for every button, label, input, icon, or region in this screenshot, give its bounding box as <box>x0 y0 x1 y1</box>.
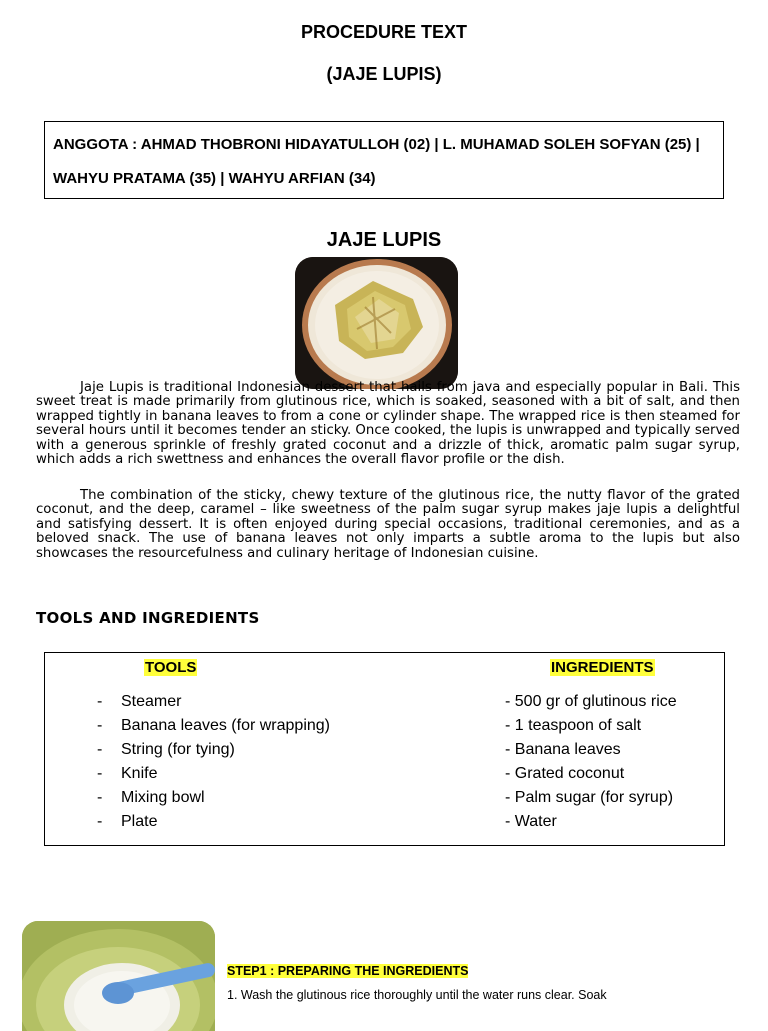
ingredient-item: - 500 gr of glutinous rice <box>505 693 677 710</box>
step1-text: 1. Wash the glutinous rice thoroughly until the water runs clear. Soak <box>227 988 607 1002</box>
ingredients-list <box>505 690 677 834</box>
description-paragraph-1: Jaje Lupis is traditional Indonesian dessert that hails from java and especially popular in Bali. This sweet treat is made primarily from glutinous rice, which is soaked, seasoned with a bit of salt, and then wrapped tightly in banana leaves to from a cone or cylinder shape. The wrapped rice is then steamed for several hours until it becomes tender an sticky. Once cooked, the lupis is unwrapped and typically served with a generous sprinkle of freshly grated coconut and a drizzle of thick, aromatic palm sugar syrup, which adds a rich swettness and enhances the overall flavor profile or the dish. <box>36 380 740 468</box>
tool-item: - String (for tying) <box>97 741 235 758</box>
rice-bowl-photo <box>22 921 215 1031</box>
tools-ingredients-heading: TOOLS AND INGREDIENTS <box>36 609 260 627</box>
tools-list <box>97 690 330 834</box>
ingredient-item: - Banana leaves <box>505 741 621 758</box>
tool-item: - Knife <box>97 765 158 782</box>
ingredient-item: - Water <box>505 813 557 830</box>
tool-item: - Banana leaves (for wrapping) <box>97 717 331 734</box>
members-box <box>44 121 724 199</box>
tools-ingredients-box <box>44 652 725 846</box>
dish-title: JAJE LUPIS <box>326 229 442 251</box>
tools-heading: TOOLS <box>145 659 197 676</box>
page-title: PROCEDURE TEXT <box>300 22 468 42</box>
members-line-1: ANGGOTA : AHMAD THOBRONI HIDAYATULLOH (02) | L. MUHAMAD SOLEH SOFYAN (25) | <box>53 136 700 153</box>
jaje-lupis-photo <box>295 257 458 389</box>
description-paragraph-2: The combination of the sticky, chewy texture of the glutinous rice, the nutty flavor of the grated coconut, and the deep, caramel – like sweetness of the palm sugar syrup makes jaje lupis a delightful and satisfying dessert. It is often enjoyed during special occasions, traditional ceremonies, and as a beloved snack. The use of banana leaves not only imparts a subtle aroma to the lupis but also showcases the resourcefulness and culinary heritage of Indonesian cuisine. <box>36 488 740 561</box>
ingredients-heading: INGREDIENTS <box>551 659 654 676</box>
tool-item: - Plate <box>97 813 158 830</box>
page-subtitle: (JAJE LUPIS) <box>326 64 442 84</box>
rice-bowl-icon <box>22 921 215 1031</box>
tool-item: - Steamer <box>97 693 182 710</box>
plate-icon <box>295 257 458 389</box>
members-line-2: WAHYU PRATAMA (35) | WAHYU ARFIAN (34) <box>53 170 376 187</box>
ingredient-item: - 1 teaspoon of salt <box>505 717 642 734</box>
tool-item: - Mixing bowl <box>97 789 205 806</box>
step1-heading: STEP1 : PREPARING THE INGREDIENTS <box>227 964 469 978</box>
ingredient-item: - Palm sugar (for syrup) <box>505 789 674 806</box>
ingredient-item: - Grated coconut <box>505 765 625 782</box>
